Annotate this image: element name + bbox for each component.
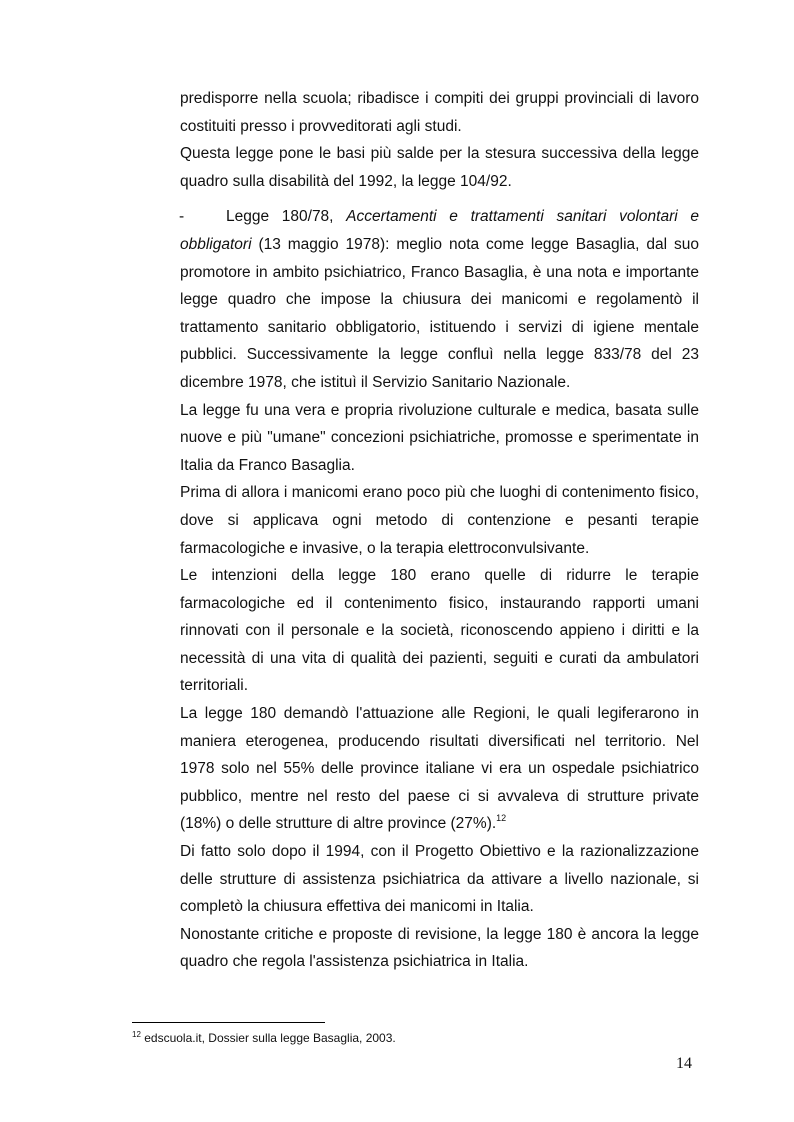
paragraph: La legge fu una vera e propria rivoluzione culturale e medica, basata sulle nuove e più "umane" concezioni psichiatriche, promosse e sperimentate in Italia da Franco Basaglia. [180, 401, 699, 474]
paragraph: Nonostante critiche e proposte di revisione, la legge 180 è ancora la legge quadro che regola l'assistenza psichiatrica in Italia. [180, 925, 699, 971]
paragraph [180, 700, 699, 838]
list-bullet: - [179, 208, 185, 226]
page-number: 14 [676, 1055, 692, 1072]
footnote-number: 12 [132, 1030, 141, 1039]
paragraph: Questa legge pone le basi più salde per la stesura successiva della legge quadro sulla disabilità del 1992, la legge 104/92. [180, 145, 699, 190]
footnote-separator [132, 1022, 325, 1023]
body-text [180, 85, 699, 976]
footnote [132, 1031, 692, 1046]
paragraph-text: La legge 180 demandò l'attuazione alle Regioni, le quali legiferarono in maniera eterogenea, producendo risultati diversificati nel territorio. Nel 1978 solo nel 55% delle province italiane vi era un ospedale psichiatrico pubblico, mentre nel resto del paese ci si avvaleva di strutture private (18%) o delle strutture di altre province (27%). [180, 705, 699, 833]
law-paragraph [180, 203, 699, 396]
footnote-reference: 12 [496, 813, 507, 824]
paragraph: Prima di allora i manicomi erano poco più che luoghi di contenimento fisico, dove si applicava ogni metodo di contenzione e pesanti terapie farmacologiche e invasive, o la terapia elettroconvulsivante. [180, 484, 699, 557]
law-description: (13 maggio 1978): meglio nota come legge Basaglia, dal suo promotore in ambito psichiatrico, Franco Basaglia, è una nota e importante legge quadro che impose la chiusura dei manicomi e regolamentò il trattamento sanitario obbligatorio, istituendo i servizi di igiene mentale pubblici. Successivamente la legge confluì nella legge 833/78 del 23 dicembre 1978, che istituì il Servizio Sanitario Nazionale. [180, 235, 699, 391]
paragraph: predisporre nella scuola; ribadisce i compiti dei gruppi provinciali di lavoro costituiti presso i provveditorati agli studi. [180, 90, 699, 135]
footnote-text: edscuola.it, Dossier sulla legge Basaglia, 2003. [140, 1031, 396, 1045]
law-intro: Legge 180/78, [226, 208, 347, 226]
law-title: Accertamenti e trattamenti sanitari volontari e obbligatori [180, 208, 700, 253]
paragraph: Le intenzioni della legge 180 erano quelle di ridurre le terapie farmacologiche ed il contenimento fisico, instaurando rapporti umani rinnovati con il personale e la società, riconoscendo appieno i diritti e la necessità di una vita di qualità dei pazienti, seguiti e curati da ambulatori territoriali. [180, 567, 699, 695]
paragraph: Di fatto solo dopo il 1994, con il Progetto Obiettivo e la razionalizzazione delle strutture di assistenza psichiatrica da attivare a livello nazionale, si completò la chiusura effettiva dei manicomi in Italia. [180, 843, 699, 916]
